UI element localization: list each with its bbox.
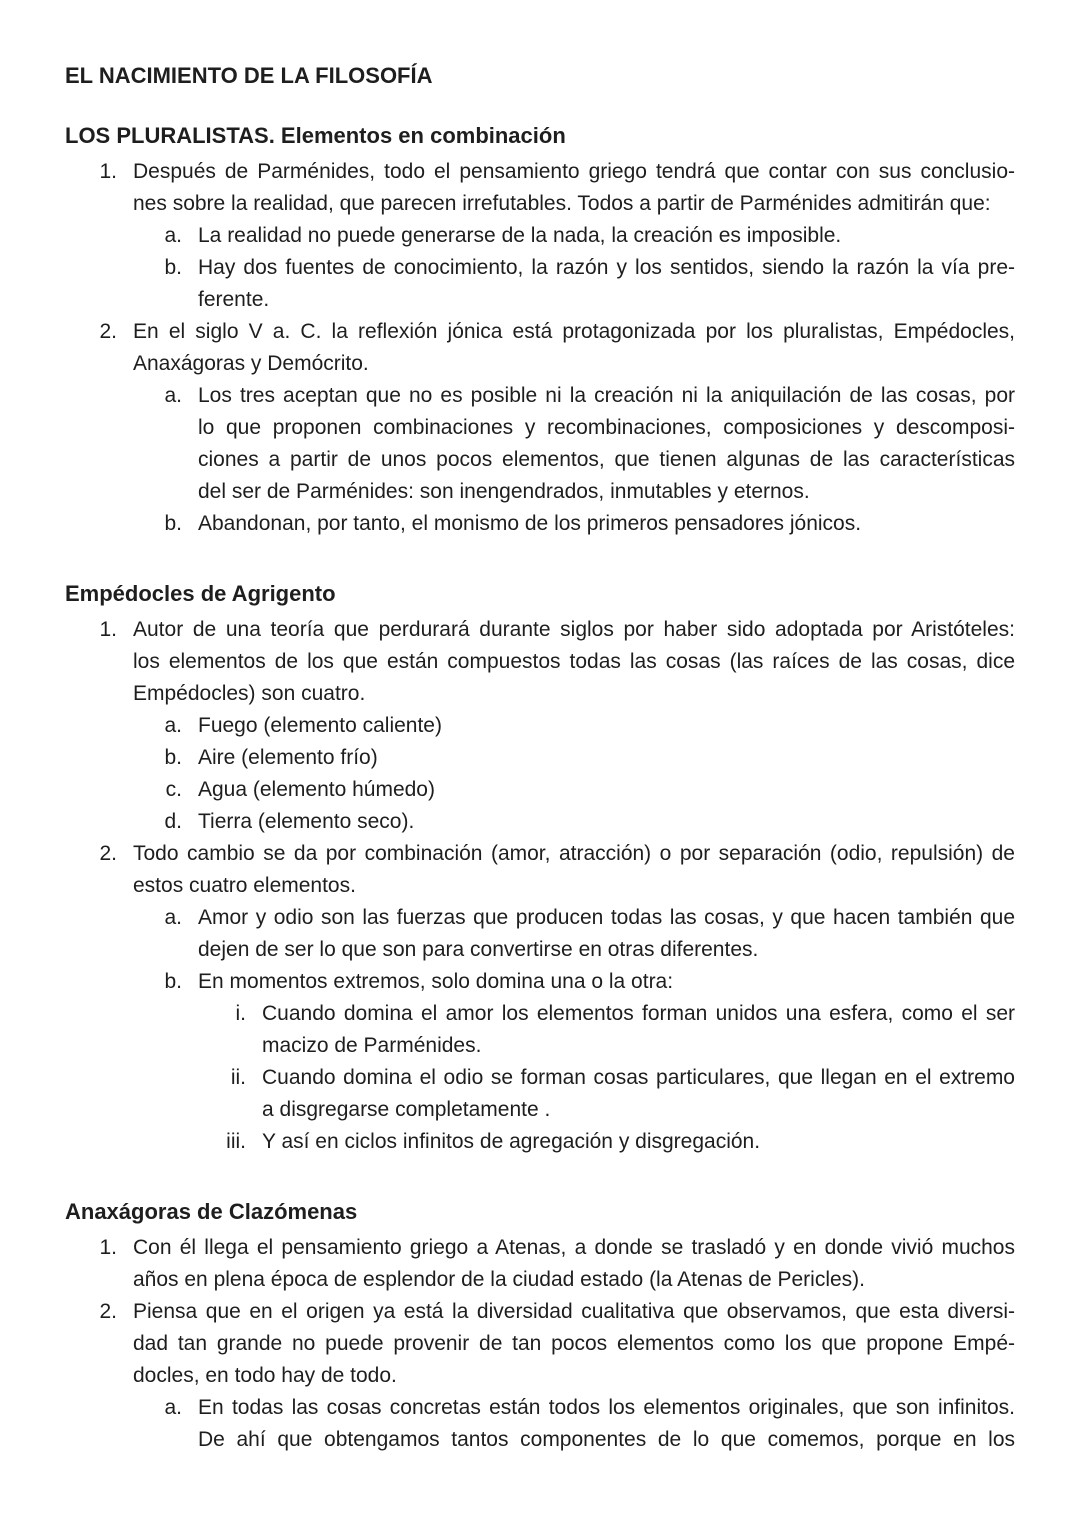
list-item-marker: a. <box>164 906 182 929</box>
text-line: dad tan grande no puede provenir de tan pocos elementos como los que propone Empé- <box>133 1332 1015 1355</box>
list-item-marker: a. <box>164 384 182 407</box>
list-item <box>164 966 1015 998</box>
text-line: a disgregarse completamente . <box>262 1098 551 1121</box>
text-line: Fuego (elemento caliente) <box>198 714 442 737</box>
section-los-pluralistas <box>0 90 1080 540</box>
list-item-marker: 1. <box>99 1236 117 1259</box>
text-line: lo que proponen combinaciones y recombinaciones, composiciones y descomposi- <box>198 416 1015 439</box>
list-item <box>99 1232 1015 1296</box>
list-item <box>164 380 1015 508</box>
list-item <box>230 1062 1015 1126</box>
list-item <box>99 838 1015 902</box>
text-line: Y así en ciclos infinitos de agregación y disgregación. <box>262 1130 761 1153</box>
list-item <box>99 316 1015 380</box>
text-line: La realidad no puede generarse de la nada, la creación es imposible. <box>198 224 842 247</box>
list-item-marker: 2. <box>99 320 117 343</box>
list-item <box>164 220 1015 252</box>
list-item-marker: 1. <box>99 618 117 641</box>
text-line: ciones a partir de unos pocos elementos, que tienen algunas de las características <box>198 448 1015 471</box>
list-item-marker: iii. <box>226 1130 246 1153</box>
list-item <box>226 1126 1015 1158</box>
text-line: Abandonan, por tanto, el monismo de los primeros pensadores jónicos. <box>198 512 862 535</box>
list-item <box>164 806 1015 838</box>
text-line: nes sobre la realidad, que parecen irrefutables. Todos a partir de Parménides admitirán que: <box>133 192 991 215</box>
section-heading: Anaxágoras de Clazómenas <box>65 1199 358 1224</box>
text-line: Aire (elemento frío) <box>198 746 378 769</box>
section-list <box>0 614 1080 1158</box>
text-line: los elementos de los que están compuestos todas las cosas (las raíces de las cosas, dice <box>133 650 1015 673</box>
text-line: Cuando domina el odio se forman cosas particulares, que llegan en el extremo <box>262 1066 1015 1089</box>
text-line: ferente. <box>198 288 270 311</box>
list-item-marker: b. <box>164 970 182 993</box>
list-item <box>99 614 1015 710</box>
section-heading: LOS PLURALISTAS. Elementos en combinación <box>65 123 566 148</box>
section-list <box>0 1232 1080 1456</box>
text-line: Cuando domina el amor los elementos forman unidos una esfera, como el ser <box>262 1002 1015 1025</box>
text-line: Los tres aceptan que no es posible ni la creación ni la aniquilación de las cosas, por <box>198 384 1015 407</box>
list-item <box>164 710 1015 742</box>
text-line: Autor de una teoría que perdurará durante siglos por haber sido adoptada por Aristóteles: <box>133 618 1015 641</box>
list-item-marker: a. <box>164 224 182 247</box>
list-item-marker: b. <box>164 512 182 535</box>
text-line: estos cuatro elementos. <box>133 874 356 897</box>
list-item <box>99 1296 1015 1392</box>
text-line: Después de Parménides, todo el pensamiento griego tendrá que contar con sus conclusio- <box>133 160 1015 183</box>
text-line: Agua (elemento húmedo) <box>198 778 435 801</box>
list-item-marker: a. <box>164 1396 182 1419</box>
section-anaxagoras <box>0 1158 1080 1456</box>
text-line: Amor y odio son las fuerzas que producen todas las cosas, y que hacen también que <box>198 906 1015 929</box>
section-empedocles <box>0 540 1080 1158</box>
list-item <box>164 1392 1015 1456</box>
text-line: Empédocles) son cuatro. <box>133 682 366 705</box>
list-item <box>164 902 1015 966</box>
text-line: docles, en todo hay de todo. <box>133 1364 397 1387</box>
text-line: Hay dos fuentes de conocimiento, la razón y los sentidos, siendo la razón la vía pre- <box>198 256 1015 279</box>
text-line: Tierra (elemento seco). <box>198 810 415 833</box>
document-title: EL NACIMIENTO DE LA FILOSOFÍA <box>65 63 433 88</box>
text-line: Anaxágoras y Demócrito. <box>133 352 369 375</box>
text-line: En el siglo V a. C. la reflexión jónica está protagonizada por los pluralistas, Empédocles, <box>133 320 1015 343</box>
text-line: En todas las cosas concretas están todos los elementos originales, que son infinitos. <box>198 1396 1015 1419</box>
list-item <box>165 774 1015 806</box>
section-list <box>0 156 1080 540</box>
list-item-marker: b. <box>164 746 182 769</box>
text-line: dejen de ser lo que son para convertirse en otras diferentes. <box>198 938 759 961</box>
list-item <box>164 508 1015 540</box>
list-item-marker: a. <box>164 714 182 737</box>
list-item-marker: i. <box>235 1002 246 1025</box>
list-item-marker: c. <box>165 778 182 801</box>
text-line: De ahí que obtengamos tantos componentes de lo que comemos, porque en los <box>198 1428 1015 1451</box>
list-item-marker: d. <box>164 810 182 833</box>
section-heading: Empédocles de Agrigento <box>65 581 336 606</box>
text-line: En momentos extremos, solo domina una o la otra: <box>198 970 674 993</box>
text-line: Todo cambio se da por combinación (amor, atracción) o por separación (odio, repulsión) de <box>133 842 1015 865</box>
list-item <box>99 156 1015 220</box>
text-line: Piensa que en el origen ya está la diversidad cualitativa que observamos, que esta diversi- <box>133 1300 1015 1323</box>
list-item-marker: 1. <box>99 160 117 183</box>
list-item <box>164 252 1015 316</box>
text-line: macizo de Parménides. <box>262 1034 482 1057</box>
list-item <box>235 998 1015 1062</box>
list-item-marker: b. <box>164 256 182 279</box>
list-item <box>164 742 1015 774</box>
list-item-marker: ii. <box>230 1066 246 1089</box>
list-item-marker: 2. <box>99 1300 117 1323</box>
text-line: años en plena época de esplendor de la ciudad estado (la Atenas de Pericles). <box>133 1268 866 1291</box>
text-line: del ser de Parménides: son inengendrados, inmutables y eternos. <box>198 480 810 503</box>
text-line: Con él llega el pensamiento griego a Atenas, a donde se trasladó y en donde vivió muchos <box>133 1236 1015 1259</box>
list-item-marker: 2. <box>99 842 117 865</box>
